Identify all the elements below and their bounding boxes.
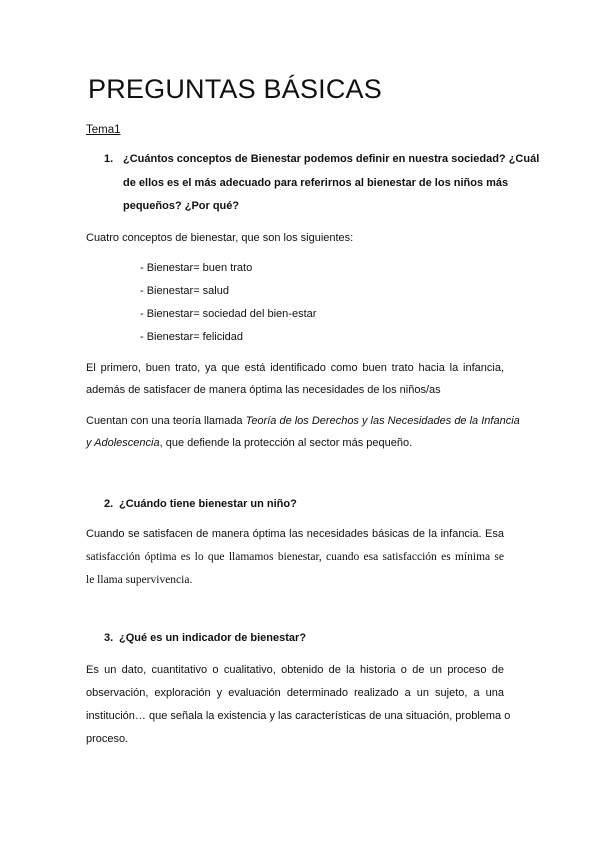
answer-1-paragraph-3-line-2 <box>86 437 412 449</box>
answer-1-paragraph-3-line-1 <box>86 415 520 427</box>
question-1-number: 1. <box>104 153 114 165</box>
answer-2-line-3: le llama supervivencia. <box>86 574 193 586</box>
answer-1-paragraph-2-line-2: además de satisfacer de manera óptima las necesidades de los niños/as <box>86 384 441 396</box>
question-3-text: ¿Qué es un indicador de bienestar? <box>119 632 307 644</box>
question-3-number: 3. <box>104 632 114 644</box>
question-2-number: 2. <box>104 498 114 510</box>
question-2-text: ¿Cuándo tiene bienestar un niño? <box>119 498 297 510</box>
answer-1-paragraph-2-line-1: El primero, buen trato, ya que está identificado como buen trato hacia la infancia, <box>86 362 504 374</box>
answer-2-line-2: satisfacción óptima es lo que llamamos bienestar, cuando esa satisfacción es mínima se <box>86 551 504 563</box>
list-item: - Bienestar= salud <box>140 285 229 297</box>
answer-3-line-3: institución… que señala la existencia y las características de una situación, problema o <box>86 710 511 722</box>
question-1-line-2: de ellos es el más adecuado para referirnos al bienestar de los niños más <box>123 177 509 189</box>
topic-subtitle: Tema1 <box>86 124 121 136</box>
list-item: - Bienestar= buen trato <box>140 262 253 274</box>
theory-name-part-2: y Adolescencia <box>86 437 160 449</box>
page-title: PREGUNTAS BÁSICAS <box>88 74 382 104</box>
theory-name-part-1: Teoría de los Derechos y las Necesidades de la Infancia <box>245 415 520 427</box>
question-1-line-1: ¿Cuántos conceptos de Bienestar podemos definir en nuestra sociedad? ¿Cuál <box>123 153 540 165</box>
answer-2-line-1: Cuando se satisfacen de manera óptima las necesidades básicas de la infancia. Esa <box>86 528 504 540</box>
answer-1-intro: Cuatro conceptos de bienestar, que son los siguientes: <box>86 232 354 244</box>
answer-3-line-4: proceso. <box>86 733 129 745</box>
theory-description-text: , que defiende la protección al sector más pequeño. <box>159 437 413 449</box>
list-item: - Bienestar= felicidad <box>140 331 244 343</box>
theory-intro-text: Cuentan con una teoría llamada <box>86 415 246 427</box>
question-1-line-3: pequeños? ¿Por qué? <box>123 200 240 212</box>
answer-3-line-2: observación, exploración y evaluación determinado realizado a un sujeto, a una <box>86 687 504 699</box>
list-item: - Bienestar= sociedad del bien-estar <box>140 308 317 320</box>
answer-3-line-1: Es un dato, cuantitativo o cualitativo, obtenido de la historia o de un proceso de <box>86 664 504 676</box>
